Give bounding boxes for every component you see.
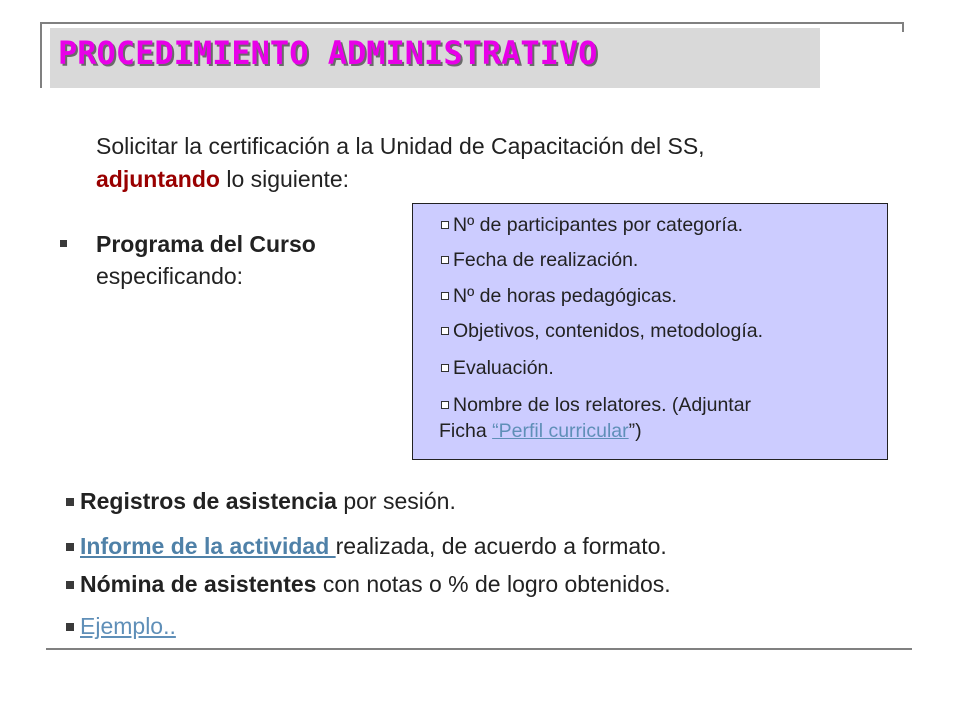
- checkbox-bullet-icon: [441, 327, 449, 335]
- nomina-rest: con notas o % de logro obtenidos.: [316, 571, 671, 597]
- nomina-item: [66, 569, 671, 599]
- right-rule: [902, 22, 904, 32]
- informe-item: [66, 531, 667, 561]
- bullet-icon: [60, 240, 67, 247]
- nomina-bold: Nómina de asistentes: [80, 571, 317, 597]
- registros-rest: por sesión.: [336, 488, 456, 514]
- programa-rest: especificando:: [96, 263, 244, 289]
- box-item-evaluation: [441, 355, 554, 381]
- registros-bold: Registros de asistencia: [80, 488, 337, 514]
- box-item-label: Nº de participantes por categoría.: [453, 214, 744, 236]
- registros-item: [66, 486, 456, 516]
- relatores-line2: [439, 418, 871, 444]
- top-rule: [40, 22, 903, 24]
- box-item-label: Nº de horas pedagógicas.: [453, 285, 677, 307]
- intro-part2: lo siguiente:: [219, 166, 350, 192]
- checkbox-bullet-icon: [441, 401, 449, 409]
- ficha-suffix: ”): [628, 420, 642, 442]
- informe-rest: realizada, de acuerdo a formato.: [335, 533, 667, 559]
- bullet-icon: [66, 498, 74, 506]
- box-item-label: Fecha de realización.: [453, 249, 639, 271]
- box-item-participants: [441, 212, 743, 238]
- page-title: PROCEDIMIENTO ADMINISTRATIVO: [58, 34, 598, 72]
- bottom-rule: [46, 648, 912, 650]
- requirements-box: [412, 203, 888, 460]
- box-item-hours: [441, 283, 677, 309]
- informe-link[interactable]: Informe de la actividad: [80, 533, 336, 559]
- bullet-icon: [66, 623, 74, 631]
- ejemplo-link[interactable]: Ejemplo..: [80, 613, 176, 639]
- box-item-label: Objetivos, contenidos, metodología.: [453, 320, 764, 342]
- relatores-line1: Nombre de los relatores. (Adjuntar: [453, 394, 752, 416]
- checkbox-bullet-icon: [441, 364, 449, 372]
- ficha-prefix: Ficha: [439, 420, 493, 442]
- intro-part1: Solicitar la certificación a la Unidad de Capacitación del SS,: [96, 133, 705, 159]
- box-item-objectives: [441, 318, 763, 344]
- checkbox-bullet-icon: [441, 221, 449, 229]
- programa-bold: Programa del Curso: [96, 231, 316, 257]
- left-rule: [40, 22, 42, 88]
- checkbox-bullet-icon: [441, 292, 449, 300]
- bullet-icon: [66, 581, 74, 589]
- perfil-curricular-link[interactable]: “Perfil curricular: [492, 420, 629, 442]
- intro-text: [96, 130, 856, 196]
- box-item-label: Evaluación.: [453, 357, 554, 379]
- bullet-icon: [66, 543, 74, 551]
- box-item-relatores: [441, 392, 871, 444]
- box-item-date: [441, 247, 638, 273]
- checkbox-bullet-icon: [441, 256, 449, 264]
- ejemplo-item: [66, 611, 176, 641]
- intro-highlight: adjuntando: [96, 166, 220, 192]
